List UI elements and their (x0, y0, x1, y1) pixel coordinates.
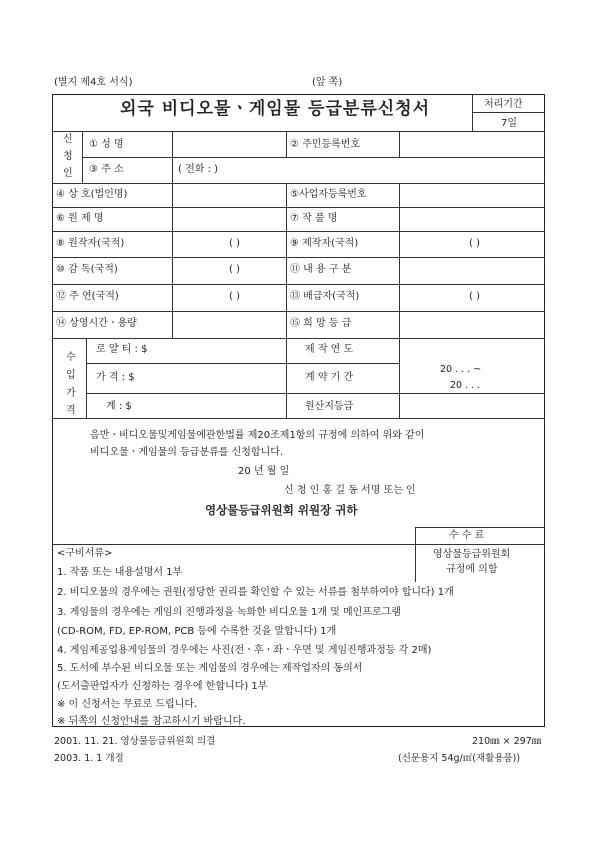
form-number: (별지 제4호 서식) (54, 77, 133, 88)
import-label: 입 (66, 370, 76, 381)
desired-grade-label: ⑮ 희 망 등 급 (290, 318, 352, 329)
applicant-label: 청 (63, 151, 73, 162)
recipient: 영상물등급위원회 위원장 귀하 (205, 503, 358, 517)
document-item: (CD-ROM, FD, EP-ROM, PCB 등에 수록한 것을 말합니다) 1개 (57, 626, 337, 637)
import-label: 격 (66, 405, 76, 416)
contract-label: 계 약 기 간 (305, 372, 354, 383)
document-item: (도서출판업자가 신청하는 경우에 한합니다) 1부 (57, 681, 268, 692)
divider (52, 257, 545, 258)
runtime-label: ⑭ 상영시간ㆍ용량 (56, 318, 137, 329)
processing-label: 처리기간 (484, 99, 523, 110)
divider (52, 284, 545, 285)
divider (52, 207, 545, 208)
contract-period-end: 20 . . . (450, 380, 481, 391)
document-item: ※ 이 신청서는 무료로 드립니다. (57, 699, 198, 710)
fee-label: 수 수 료 (449, 530, 485, 541)
divider (286, 131, 287, 157)
fee-line2: 규정에 의함 (446, 564, 498, 575)
import-label: 수 (66, 352, 76, 363)
divider (415, 527, 416, 582)
divider (286, 338, 287, 418)
document-item: 2. 비디오물의 경우에는 권원(정당한 권리를 확인할 수 있는 서류를 첨부하여야 합니다) 1개 (57, 587, 454, 598)
distributor-label: ⑬ 배급자(국적) (290, 291, 360, 302)
divider (172, 131, 173, 183)
divider (86, 338, 87, 418)
statement-date: 20 년 월 일 (238, 466, 290, 477)
statement-signer: 신 청 인 홍 길 동 서명 또는 인 (284, 485, 416, 496)
distributor-country: ( ) (469, 291, 480, 302)
divider (52, 311, 545, 312)
applicant-label: 신 (63, 134, 73, 145)
divider (52, 231, 545, 232)
import-label: 가 (66, 388, 76, 399)
origin-grade-label: 원산지등급 (305, 401, 354, 412)
prod-year-label: 제 작 연 도 (305, 344, 354, 355)
divider (52, 338, 545, 339)
document-item: 3. 게임물의 경우에는 게임의 진행과정을 녹화한 비디오물 1개 및 메인프로그램 (57, 607, 401, 618)
document-item: 4. 게임제공업용게임물의 경우에는 사진(전ㆍ후ㆍ좌ㆍ우면 및 게임진행과정등 각 2매) (57, 645, 432, 656)
statement-line2: 비디오물ㆍ게임물의 등급분류를 신청합니다. (90, 447, 284, 458)
applicant-label: 인 (63, 168, 73, 179)
phone-label: ( 전화 : ) (178, 164, 219, 175)
fee-line1: 영상물등급위원회 (433, 549, 511, 560)
author-country: ( ) (229, 238, 240, 249)
divider (399, 131, 400, 157)
footer-revised: 2003. 1. 1 개정 (54, 753, 124, 764)
page-side: (앞 쪽) (312, 77, 343, 88)
content-type-label: ⑪ 내 용 구 분 (290, 264, 352, 275)
footer-paper: (신문용지 54g/㎡(재활용품)) (398, 753, 521, 764)
price-label: 가 격 : $ (96, 372, 135, 383)
divider (52, 183, 545, 184)
divider (86, 363, 399, 364)
divider (52, 544, 415, 545)
document-item: ※ 뒤쪽의 신청안내를 참고하시기 바랍니다. (57, 716, 246, 727)
footer-decision: 2001. 11. 21. 영상물등급위원회 의결 (54, 736, 216, 747)
biz-no-label: ⑤사업자등록번호 (290, 189, 367, 200)
company-label: ④ 상 호(법인명) (56, 189, 128, 200)
form-title: 외국 비디오물ㆍ게임물 등급분류신청서 (120, 99, 431, 119)
orig-title-label: ⑥ 원 제 명 (56, 213, 104, 224)
divider (52, 418, 545, 419)
author-label: ⑧ 원작자(국적) (56, 238, 125, 249)
document-item: 5. 도서에 부수된 비디오물 또는 게임물의 경우에는 제작업자의 동의서 (57, 663, 363, 674)
document-item: 1. 작품 또는 내용설명서 1부 (57, 567, 183, 578)
processing-value: 7일 (501, 118, 518, 129)
divider (82, 157, 545, 158)
divider (52, 131, 545, 132)
producer-country: ( ) (469, 238, 480, 249)
producer-label: ⑨ 제작자(국적) (290, 238, 359, 249)
director-country: ( ) (229, 264, 240, 275)
documents-heading: <구비서류> (57, 548, 113, 559)
work-title-label: ⑦ 작 품 명 (290, 213, 338, 224)
divider (399, 338, 400, 418)
cast-label: ⑫ 주 연(국적) (56, 291, 119, 302)
cast-country: ( ) (229, 291, 240, 302)
address-label: ③ 주 소 (89, 164, 124, 175)
resident-no-label: ② 주민등록번호 (290, 139, 361, 150)
divider (472, 112, 545, 113)
name-label: ① 성 명 (89, 139, 124, 150)
royalty-label: 로 얄 티 : $ (96, 344, 148, 355)
footer-size: 210㎜ × 297㎜ (472, 736, 542, 747)
divider (86, 393, 545, 394)
statement-line1: 음반ㆍ비디오물및게임물에관한법률 제20조제1항의 규정에 의하여 위와 같이 (90, 430, 425, 441)
contract-period-start: 20 . . . ~ (440, 364, 482, 375)
divider (415, 544, 545, 545)
divider (415, 527, 545, 528)
total-label: 계 : $ (106, 401, 132, 412)
director-label: ⑩ 감 독(국적) (56, 264, 118, 275)
